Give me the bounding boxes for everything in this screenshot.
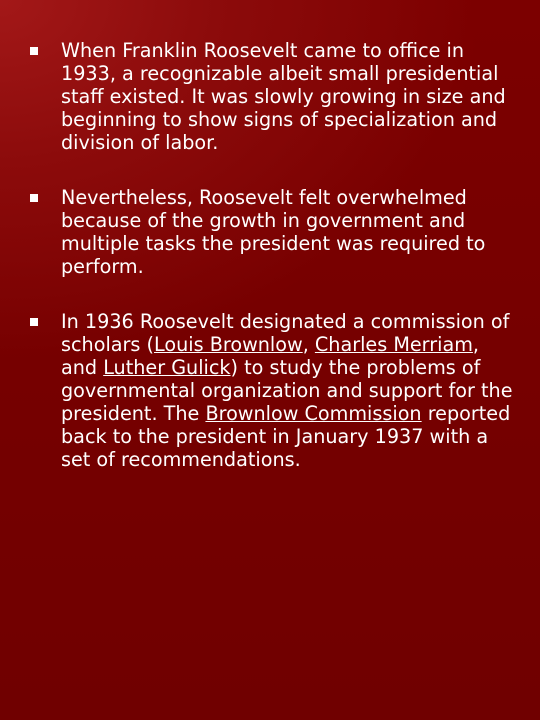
square-bullet-icon (30, 194, 38, 202)
bullet-3-text-part-4: ) to study the problems of governmental organization and support for the president. The (61, 356, 513, 425)
luther-gulick-link[interactable]: Luther Gulick (103, 356, 231, 379)
bullet-list (26, 39, 516, 471)
bullet-text-3 (61, 310, 516, 471)
bullet-text-2: Nevertheless, Roosevelt felt overwhelmed because of the growth in government and multiple tasks the president was required to perform. (61, 186, 486, 278)
bullet-3-text-part-2: , (302, 333, 315, 356)
charles-merriam-link[interactable]: Charles Merriam (314, 333, 473, 356)
brownlow-commission-link[interactable]: Brownlow Commission (205, 402, 422, 425)
bullet-3-text-part-5: reported back to the president in January 1937 with a set of recommendations. (61, 402, 511, 471)
bullet-item-1 (26, 39, 516, 154)
bullet-text-1: When Franklin Roosevelt came to office in 1933, a recognizable albeit small presidential staff existed. It was slowly growing in size and beginning to show signs of specialization and division of labor. (61, 39, 506, 154)
louis-brownlow-link[interactable]: Louis Brownlow (154, 333, 303, 356)
bullet-item-3 (26, 310, 516, 471)
square-bullet-icon (30, 318, 38, 326)
bullet-3-text-part-1: In 1936 Roosevelt designated a commission of scholars ( (61, 310, 510, 356)
bullet-3-text-part-3: , and (61, 333, 480, 379)
square-bullet-icon (30, 47, 38, 55)
bullet-item-2 (26, 186, 516, 278)
